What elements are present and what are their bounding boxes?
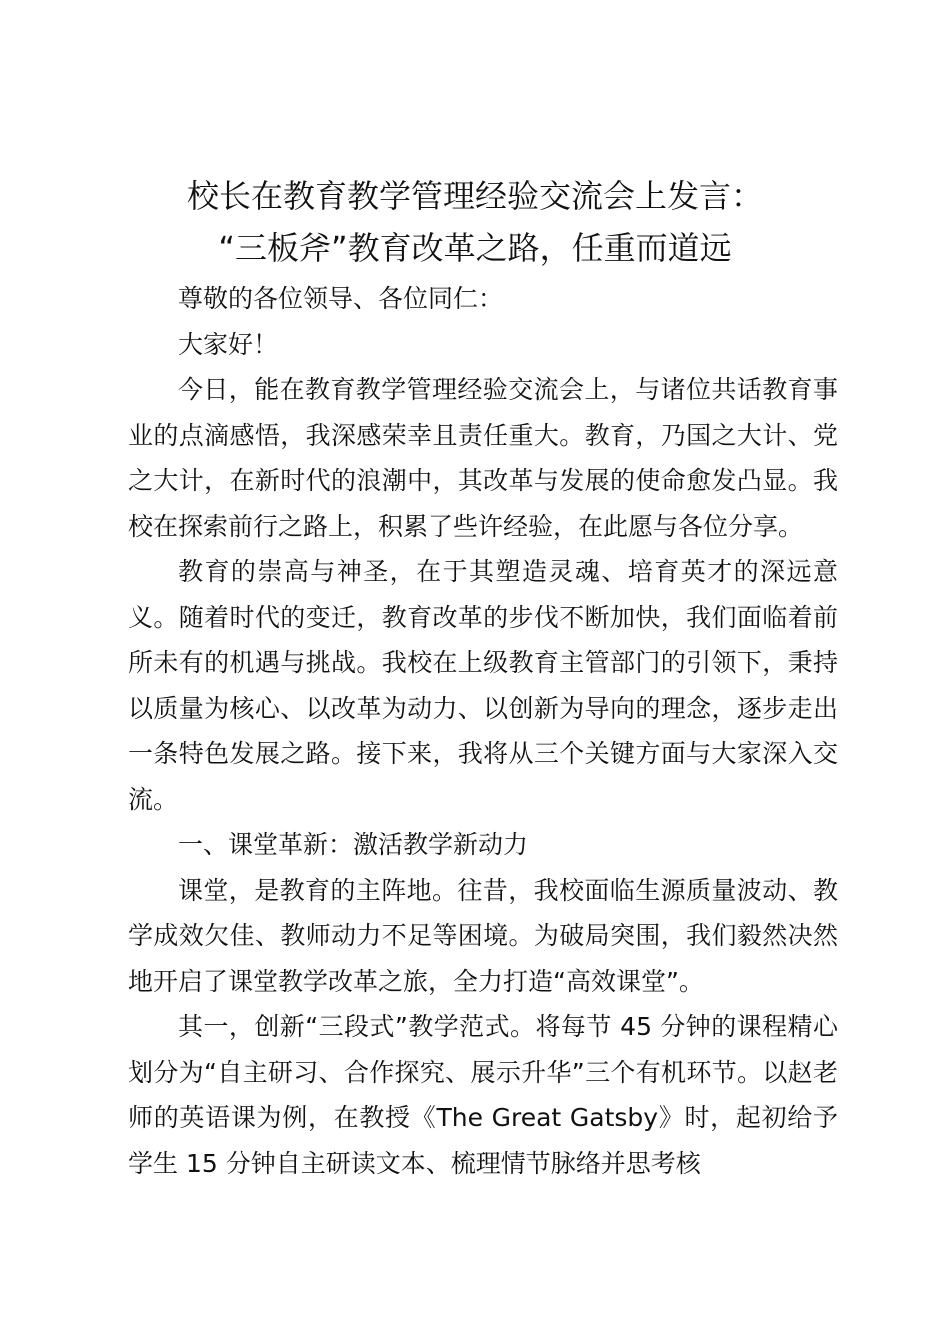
document-title-line-2: “三板斧”教育改革之路，任重而道远 <box>218 229 732 267</box>
paragraph-classroom: 课堂，是教育的主阵地。往昔，我校面临生源质量波动、教学成效欠佳、教师动力不足等困境。为破局突围，我们毅然决然地开启了课堂教学改革之旅，全力打造“高效课堂”。 <box>128 875 838 996</box>
document-title-line-1: 校长在教育教学管理经验交流会上发言： <box>186 177 763 215</box>
document-body <box>128 276 838 1186</box>
paragraph-method-1: 其一，创新“三段式”教学范式。将每节 45 分钟的课程精心划分为“自主研习、合作探究、展示升华”三个有机环节。以赵老师的英语课为例，在教授《The Great Gatsby》时，起初给予学生 15 分钟自主研读文本、梳理情节脉络并思考核 <box>128 1012 838 1178</box>
paragraph-background: 教育的崇高与神圣，在于其塑造灵魂、培育英才的深远意义。随着时代的变迁，教育改革的步伐不断加快，我们面临着前所未有的机遇与挑战。我校在上级教育主管部门的引领下，秉持以质量为核心、以改革为动力、以创新为导向的理念，逐步走出一条特色发展之路。接下来，我将从三个关键方面与大家深入交流。 <box>128 557 838 814</box>
paragraph-intro: 今日，能在教育教学管理经验交流会上，与诸位共话教育事业的点滴感悟，我深感荣幸且责任重大。教育，乃国之大计、党之大计，在新时代的浪潮中，其改革与发展的使命愈发凸显。我校在探索前行之路上，积累了些许经验，在此愿与各位分享。 <box>128 375 838 541</box>
salutation: 尊敬的各位领导、各位同仁： <box>178 284 504 313</box>
greeting: 大家好！ <box>178 329 279 359</box>
section-heading-1: 一、课堂革新：激活教学新动力 <box>178 830 529 859</box>
